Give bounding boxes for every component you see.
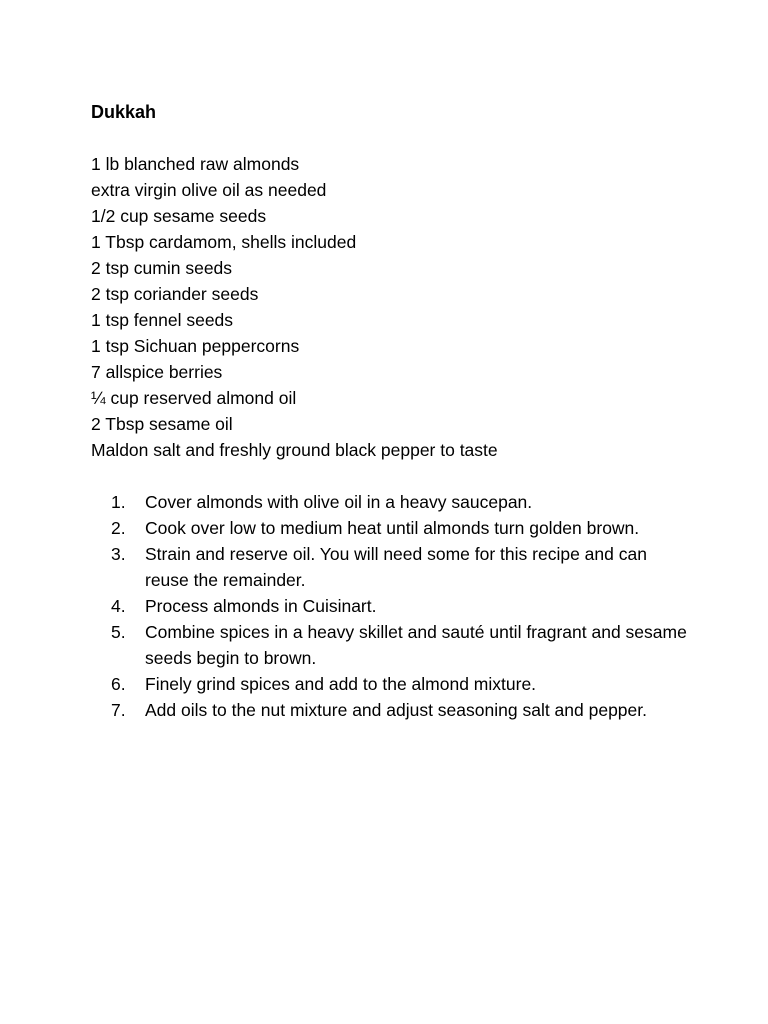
- recipe-document: [91, 99, 691, 723]
- ingredient-item: 1 tsp Sichuan peppercorns: [91, 336, 300, 356]
- step-number: 5.: [111, 622, 126, 642]
- step-text: Combine spices in a heavy skillet and sauté until fragrant and sesame seeds begin to brown.: [145, 622, 687, 668]
- instruction-step: [91, 593, 691, 619]
- ingredient-item: 1/2 cup sesame seeds: [91, 206, 267, 226]
- instruction-step: [91, 697, 691, 723]
- step-text: Cook over low to medium heat until almonds turn golden brown.: [145, 518, 640, 538]
- step-text: Cover almonds with olive oil in a heavy saucepan.: [145, 492, 533, 512]
- step-number: 7.: [111, 700, 126, 720]
- ingredient-list: [91, 151, 691, 463]
- step-text: Process almonds in Cuisinart.: [145, 596, 377, 616]
- step-number: 2.: [111, 518, 126, 538]
- step-text: Strain and reserve oil. You will need some for this recipe and can reuse the remainder.: [145, 544, 647, 590]
- instruction-step: [91, 671, 691, 697]
- step-number: 6.: [111, 674, 126, 694]
- recipe-title: Dukkah: [91, 102, 157, 122]
- instruction-step: [91, 541, 691, 593]
- step-text: Add oils to the nut mixture and adjust seasoning salt and pepper.: [145, 700, 647, 720]
- ingredient-item: 1 lb blanched raw almonds: [91, 154, 300, 174]
- ingredient-item: 2 tsp coriander seeds: [91, 284, 259, 304]
- instruction-step: [91, 515, 691, 541]
- step-number: 4.: [111, 596, 126, 616]
- ingredient-item: Maldon salt and freshly ground black pepper to taste: [91, 440, 498, 460]
- step-number: 1.: [111, 492, 126, 512]
- ingredient-item: extra virgin olive oil as needed: [91, 180, 327, 200]
- instruction-step: [91, 489, 691, 515]
- instruction-list: [91, 489, 691, 723]
- step-text: Finely grind spices and add to the almond mixture.: [145, 674, 537, 694]
- ingredient-item: 1 Tbsp cardamom, shells included: [91, 232, 357, 252]
- ingredient-item: 2 Tbsp sesame oil: [91, 414, 233, 434]
- ingredient-item: 2 tsp cumin seeds: [91, 258, 233, 278]
- ingredient-item: ¼ cup reserved almond oil: [91, 388, 297, 408]
- ingredient-item: 1 tsp fennel seeds: [91, 310, 234, 330]
- ingredient-item: 7 allspice berries: [91, 362, 223, 382]
- instruction-step: [91, 619, 691, 671]
- step-number: 3.: [111, 544, 126, 564]
